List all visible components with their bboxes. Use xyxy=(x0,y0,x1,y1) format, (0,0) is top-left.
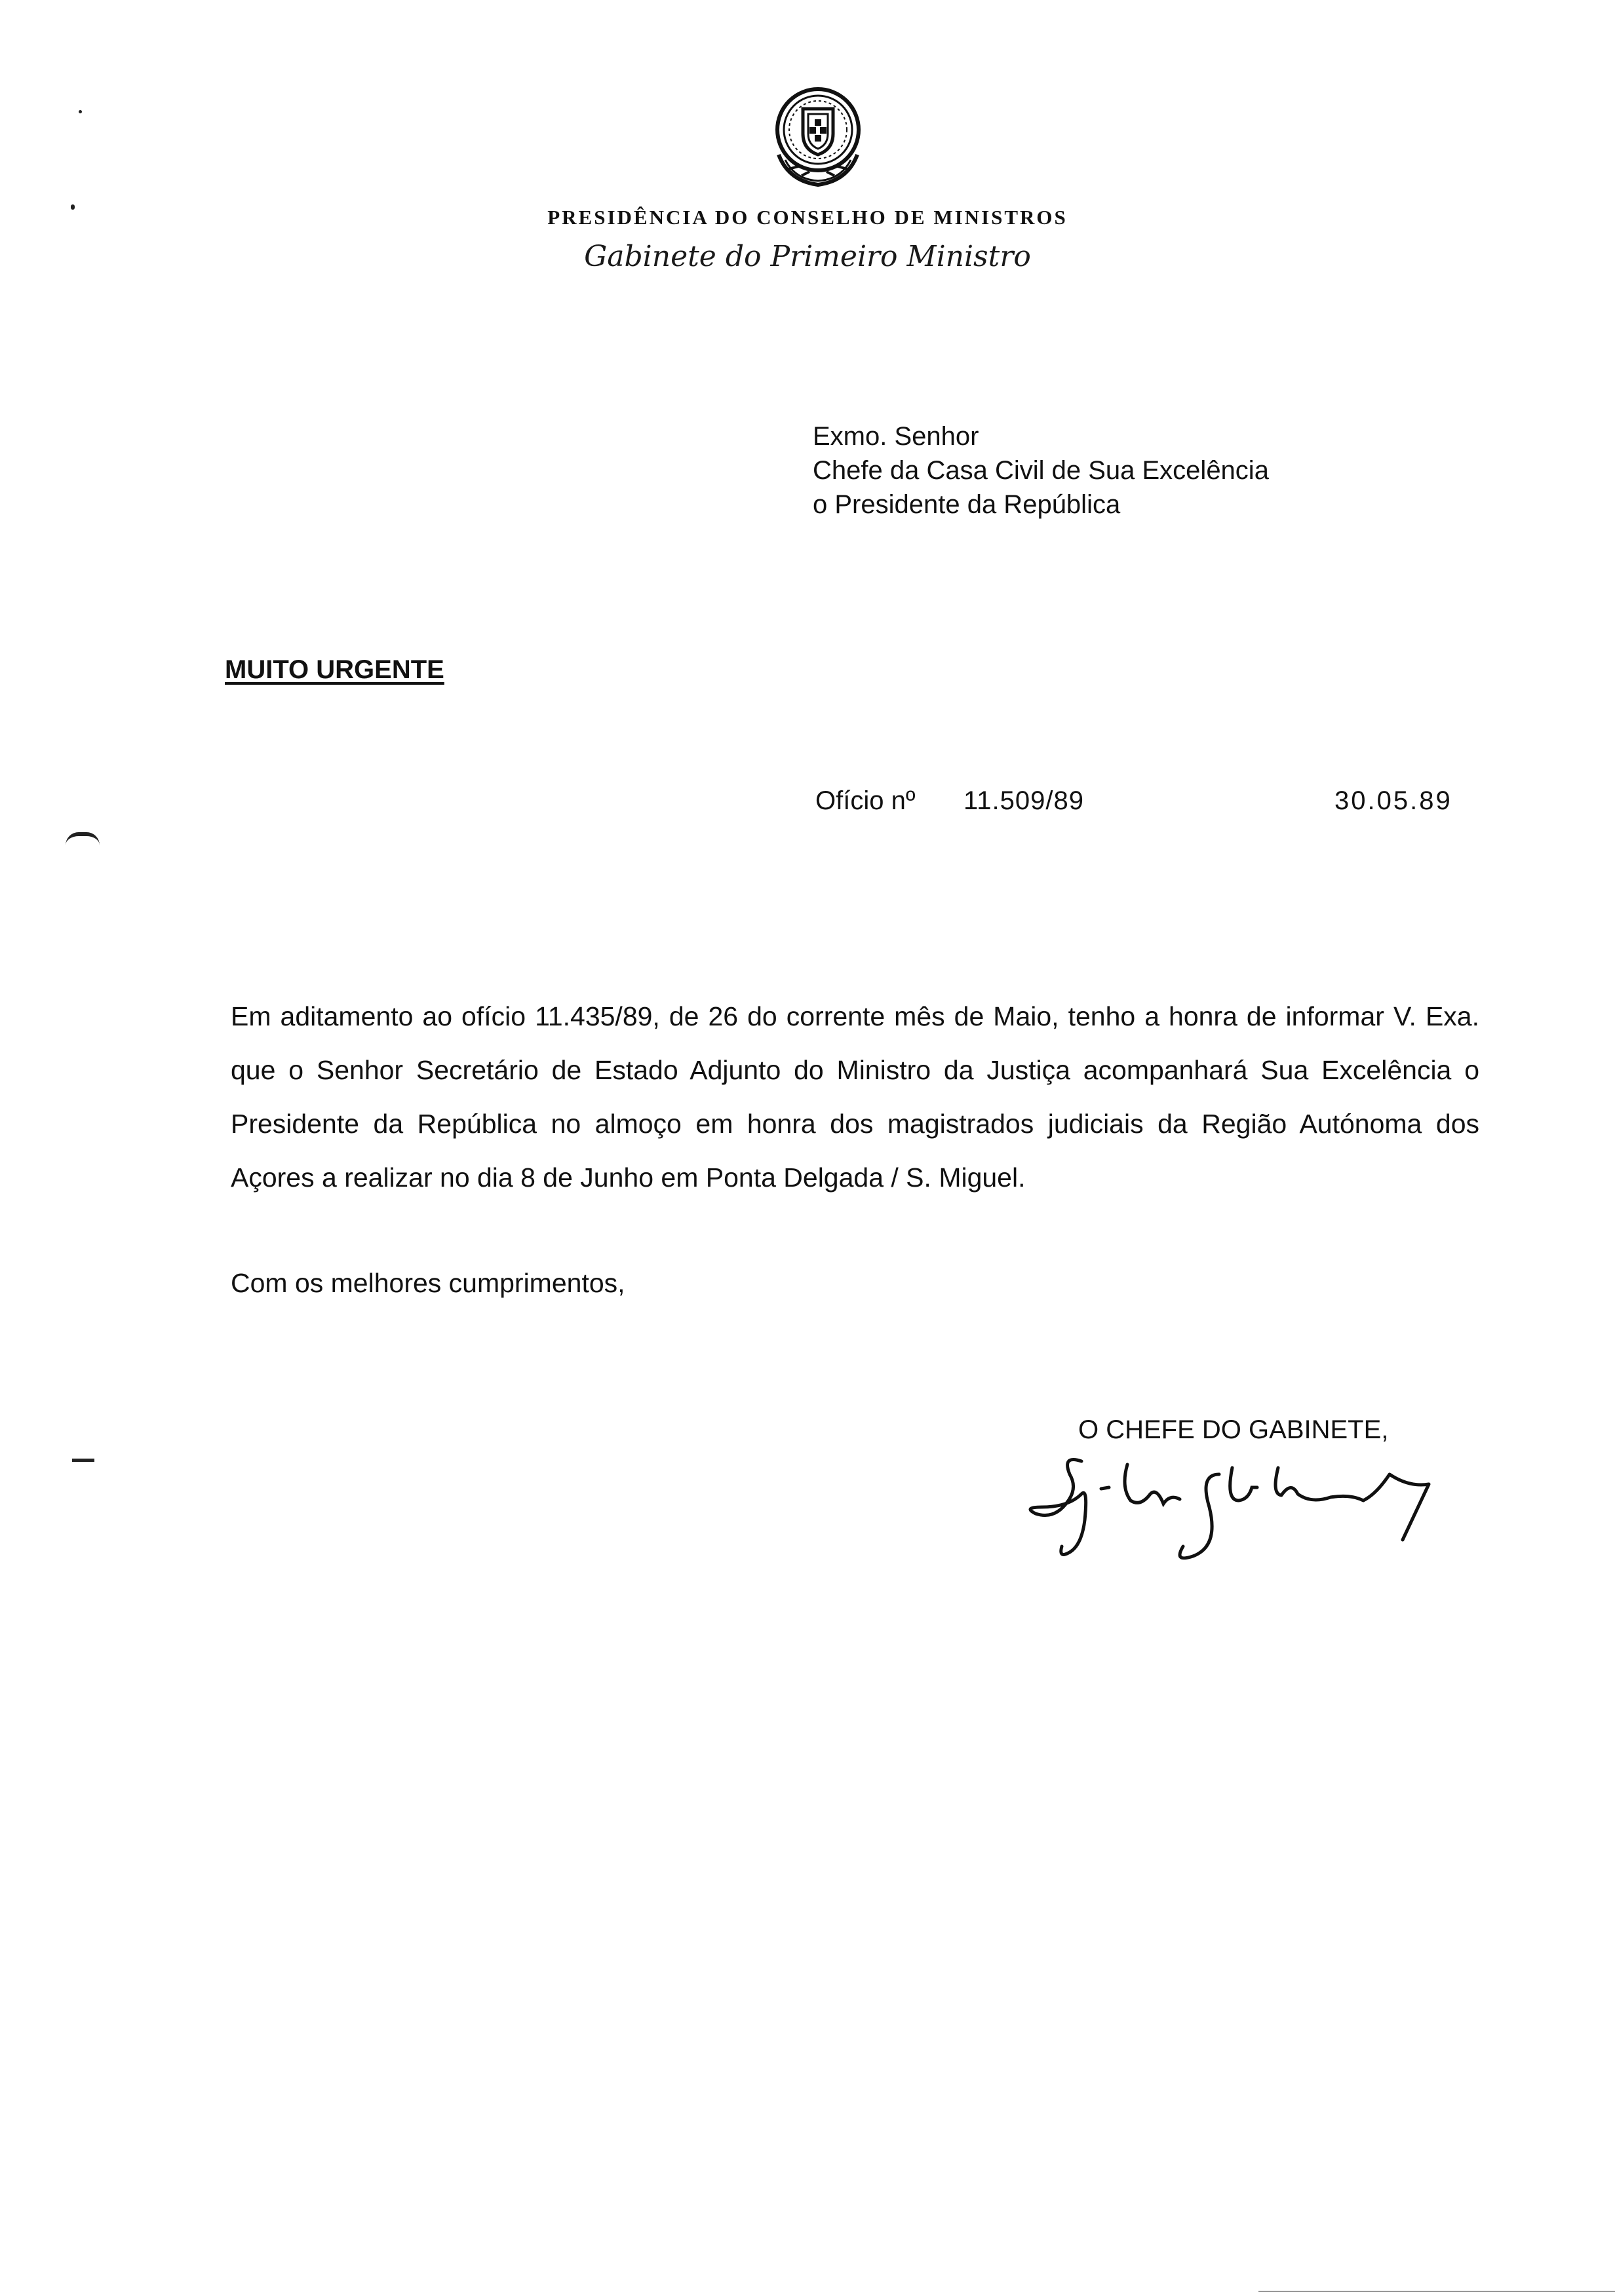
addressee-block xyxy=(813,419,1269,522)
scan-mark xyxy=(79,110,82,113)
reference-date: 30.05.89 xyxy=(1334,786,1452,815)
scan-mark xyxy=(72,1459,94,1462)
closing-line: Com os melhores cumprimentos, xyxy=(231,1268,625,1298)
addressee-title: Chefe da Casa Civil de Sua Excelência xyxy=(813,456,1269,485)
addressee-salutation: Exmo. Senhor xyxy=(813,422,979,451)
addressee-recipient: o Presidente da República xyxy=(813,490,1121,519)
office-name: Gabinete do Primeiro Ministro xyxy=(584,240,1031,273)
signature-icon xyxy=(1022,1448,1468,1579)
letter-body: Em aditamento ao ofício 11.435/89, de 26 do corrente mês de Maio, tenho a honra de informar V. Exa. que o Senhor Secretário de Estado Adjunto do Ministro da Justiça acompanhará Sua Excelência o Presidente da República no almoço em honra dos magistrados judiciais da Região Autónoma dos Açores a realizar no dia 8 de Junho em Ponta Delgada / S. Miguel. xyxy=(231,1001,1479,1193)
scan-mark xyxy=(66,832,100,845)
coat-of-arms-icon xyxy=(762,83,874,194)
scan-mark xyxy=(1258,2291,1615,2292)
reference-number: 11.509/89 xyxy=(963,786,1084,815)
signatory-title: O CHEFE DO GABINETE, xyxy=(1078,1415,1389,1444)
priority-label: MUITO URGENTE xyxy=(225,655,444,684)
scan-mark xyxy=(71,204,75,210)
reference-label: Ofício nº xyxy=(815,786,916,815)
organization-name: PRESIDÊNCIA DO CONSELHO DE MINISTROS xyxy=(547,206,1068,229)
